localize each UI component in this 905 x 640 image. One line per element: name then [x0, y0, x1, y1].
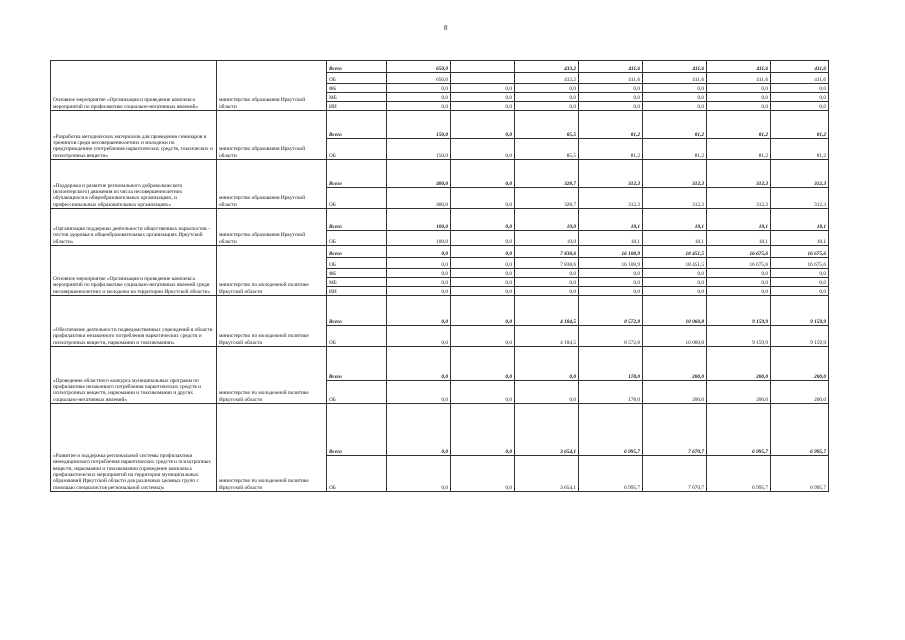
funding-value: 0,0 — [707, 93, 771, 102]
funding-value: 16 675,6 — [707, 246, 771, 258]
activity-name: «Обеспечение деятельности подведомственных учреждений в области профилактики незаконного потребления наркотических средств и психотропных веществ, наркомании и токсикомании» — [51, 296, 217, 347]
funding-value: 0,0 — [387, 246, 451, 258]
funding-value: 0,0 — [451, 188, 515, 209]
funding-value: 0,0 — [579, 102, 643, 111]
funding-value: 81,2 — [643, 139, 707, 160]
funding-value: 0,0 — [451, 102, 515, 111]
funding-value: 0,0 — [451, 326, 515, 347]
funding-value: 7 670,7 — [643, 456, 707, 492]
activity-name: Основное мероприятие «Организация и проведение комплекса мероприятий по профилактике социально-негативных явлений» — [51, 61, 217, 111]
funding-value: 16 108,9 — [579, 246, 643, 258]
table-row — [51, 111, 829, 139]
funding-value: 16 675,6 — [771, 246, 829, 258]
funding-value: 0,0 — [387, 93, 451, 102]
table-row — [51, 209, 829, 231]
responsible-executor: министерство образования Иркутской области — [217, 160, 327, 209]
funding-value: 433,2 — [515, 61, 579, 73]
funding-value: 0,0 — [707, 102, 771, 111]
funding-value: 6 995,7 — [579, 456, 643, 492]
table-row — [51, 296, 829, 326]
funding-source: ОБ — [327, 456, 387, 492]
funding-value: 0,0 — [451, 84, 515, 93]
funding-value: 312,3 — [771, 160, 829, 188]
funding-value: 0,0 — [451, 160, 515, 188]
funding-value: 650,0 — [387, 73, 451, 84]
funding-value: 81,2 — [579, 111, 643, 139]
funding-table — [50, 60, 829, 492]
funding-value: 0,0 — [387, 287, 451, 296]
funding-value: 18,1 — [643, 209, 707, 231]
funding-value: 100,0 — [387, 231, 451, 246]
funding-source: ФБ — [327, 269, 387, 278]
funding-value: 0,0 — [707, 84, 771, 93]
funding-value: 0,0 — [515, 278, 579, 287]
funding-value: 0,0 — [451, 296, 515, 326]
funding-value: 312,3 — [707, 160, 771, 188]
funding-value: 18 451,5 — [643, 258, 707, 269]
funding-value: 0,0 — [643, 287, 707, 296]
funding-value: 0,0 — [451, 258, 515, 269]
funding-value: 0,0 — [771, 269, 829, 278]
funding-value: 200,0 — [771, 347, 829, 381]
funding-value: 18,1 — [771, 231, 829, 246]
funding-source: Всего — [327, 246, 387, 258]
funding-value: 81,2 — [707, 111, 771, 139]
funding-value: 0,0 — [451, 111, 515, 139]
funding-source: ИИ — [327, 102, 387, 111]
funding-value: 312,3 — [579, 188, 643, 209]
funding-value: 400,0 — [387, 160, 451, 188]
funding-value: 6 995,7 — [707, 404, 771, 456]
funding-value: 411,6 — [707, 61, 771, 73]
funding-value: 0,0 — [451, 139, 515, 160]
funding-value: 9 159,9 — [771, 326, 829, 347]
funding-value: 0,0 — [643, 93, 707, 102]
funding-value: 0,0 — [579, 287, 643, 296]
funding-value: 0,0 — [451, 209, 515, 231]
funding-value: 85,5 — [515, 111, 579, 139]
funding-source: Всего — [327, 209, 387, 231]
funding-value: 0,0 — [771, 278, 829, 287]
funding-value: 19,0 — [515, 209, 579, 231]
activity-name: «Поддержка и развитие регионального добровольческого (волонтерского) движения из числа несовершеннолетних обучающихся в общеобразовательных организациях, и профессиональных образовательных организациях» — [51, 160, 217, 209]
funding-value: 9 159,9 — [707, 326, 771, 347]
funding-value: 411,6 — [643, 73, 707, 84]
funding-value: 0,0 — [643, 84, 707, 93]
funding-value: 312,3 — [707, 188, 771, 209]
responsible-executor: министерство по молодежной политике Иркутской области — [217, 246, 327, 296]
funding-value: 0,0 — [451, 381, 515, 404]
funding-value: 7 838,6 — [515, 246, 579, 258]
funding-value: 411,6 — [771, 61, 829, 73]
funding-value: 18 451,5 — [643, 246, 707, 258]
funding-value: 0,0 — [387, 381, 451, 404]
funding-value: 8 572,8 — [579, 296, 643, 326]
funding-source: Всего — [327, 404, 387, 456]
table-row — [51, 61, 829, 73]
funding-value: 150,0 — [387, 111, 451, 139]
table-row — [51, 404, 829, 456]
funding-value: 0,0 — [451, 456, 515, 492]
funding-value: 0,0 — [707, 278, 771, 287]
funding-value: 85,5 — [515, 139, 579, 160]
funding-value: 0,0 — [771, 287, 829, 296]
funding-value: 10 060,8 — [643, 326, 707, 347]
funding-value: 312,3 — [771, 188, 829, 209]
funding-value: 0,0 — [451, 347, 515, 381]
funding-value — [451, 61, 515, 73]
activity-name: «Проведение областного конкурса муниципальных программ по профилактике незаконного потребления наркотических средств и психотропных веществ, наркомании и токсикомании и других социально-негативных явлений» — [51, 347, 217, 404]
funding-value: 18,1 — [643, 231, 707, 246]
funding-value: 0,0 — [515, 102, 579, 111]
funding-value: 0,0 — [771, 93, 829, 102]
funding-value: 0,0 — [387, 296, 451, 326]
funding-value: 6 995,7 — [771, 456, 829, 492]
funding-value: 16 675,6 — [707, 258, 771, 269]
funding-value: 0,0 — [771, 84, 829, 93]
funding-value: 6 995,7 — [771, 404, 829, 456]
funding-value: 81,2 — [707, 139, 771, 160]
funding-source: Всего — [327, 111, 387, 139]
funding-value: 650,0 — [387, 61, 451, 73]
funding-value: 0,0 — [579, 93, 643, 102]
funding-value: 10 060,8 — [643, 296, 707, 326]
responsible-executor: министерство по молодежной политике Иркутской области — [217, 404, 327, 492]
funding-value: 200,0 — [643, 347, 707, 381]
funding-source: ФБ — [327, 84, 387, 93]
funding-value: 0,0 — [451, 93, 515, 102]
funding-source: ОБ — [327, 188, 387, 209]
funding-value: 19,0 — [515, 231, 579, 246]
funding-value: 0,0 — [451, 246, 515, 258]
funding-value: 0,0 — [387, 404, 451, 456]
funding-value: 0,0 — [515, 84, 579, 93]
funding-value: 6 995,7 — [707, 456, 771, 492]
funding-source: ОБ — [327, 231, 387, 246]
table-row — [51, 347, 829, 381]
funding-value: 100,0 — [387, 209, 451, 231]
funding-value: 81,2 — [643, 111, 707, 139]
responsible-executor: министерство образования Иркутской области — [217, 61, 327, 111]
funding-value: 7 838,6 — [515, 258, 579, 269]
funding-value: 0,0 — [643, 102, 707, 111]
funding-value: 0,0 — [579, 84, 643, 93]
funding-value: 0,0 — [387, 456, 451, 492]
funding-value: 18,1 — [579, 209, 643, 231]
funding-value: 433,2 — [515, 73, 579, 84]
funding-value: 312,3 — [579, 160, 643, 188]
funding-value: 150,0 — [387, 139, 451, 160]
funding-value: 0,0 — [451, 269, 515, 278]
funding-value: 0,0 — [771, 102, 829, 111]
table-row — [51, 160, 829, 188]
funding-source: ОБ — [327, 381, 387, 404]
page-number: 8 — [444, 24, 448, 32]
funding-value: 9 159,9 — [771, 296, 829, 326]
activity-name: «Развитие и поддержка региональной системы профилактики немедицинского потребления наркотических средств и психотропных веществ, наркомании и токсикомании (проведение комплекса профилактических мероприятий на территории муниципальных образований Иркутской области для различных целевых групп с помощью специалистов региональной системы)» — [51, 404, 217, 492]
funding-value: 200,0 — [707, 347, 771, 381]
funding-value: 0,0 — [387, 269, 451, 278]
funding-value: 411,6 — [643, 61, 707, 73]
responsible-executor: министерство образования Иркутской области — [217, 209, 327, 246]
activity-name: Основное мероприятие «Организация и проведение комплекса мероприятий по профилактике социально-негативных явлений среди несовершеннолетних и молодежи на территории Иркутской области» — [51, 246, 217, 296]
funding-value: 16 108,9 — [579, 258, 643, 269]
funding-source: МБ — [327, 278, 387, 287]
funding-value: 81,2 — [771, 139, 829, 160]
funding-value: 0,0 — [515, 347, 579, 381]
funding-value: 0,0 — [387, 258, 451, 269]
funding-value: 3 654,1 — [515, 404, 579, 456]
funding-value: 0,0 — [451, 231, 515, 246]
funding-value: 81,2 — [579, 139, 643, 160]
funding-value: 411,6 — [579, 61, 643, 73]
table-row — [51, 246, 829, 258]
funding-value: 6 995,7 — [579, 404, 643, 456]
funding-source: Всего — [327, 61, 387, 73]
funding-value: 0,0 — [515, 287, 579, 296]
funding-value: 81,2 — [771, 111, 829, 139]
funding-value: 0,0 — [579, 278, 643, 287]
funding-value: 328,7 — [515, 160, 579, 188]
funding-value: 0,0 — [387, 326, 451, 347]
funding-value: 0,0 — [387, 347, 451, 381]
responsible-executor: министерство по молодежной политике Иркутской области — [217, 296, 327, 347]
funding-value: 0,0 — [707, 269, 771, 278]
funding-value: 0,0 — [387, 84, 451, 93]
funding-value: 0,0 — [451, 278, 515, 287]
funding-value: 312,3 — [643, 188, 707, 209]
funding-value: 200,0 — [707, 381, 771, 404]
activity-name: «Разработка методических материалов для проведения семинаров и тренингов среди несовершеннолетних и молодежи по предупреждению употребления наркотических средств, токсических и психотропных веществ» — [51, 111, 217, 160]
activity-name: «Организация поддержки деятельности общественных наркопостов - постов здоровья в общеобразовательных организациях Иркутской области» — [51, 209, 217, 246]
funding-source: ИИ — [327, 287, 387, 296]
funding-value: 3 654,1 — [515, 456, 579, 492]
funding-value: 0,0 — [515, 269, 579, 278]
funding-value: 0,0 — [515, 381, 579, 404]
funding-value: 411,6 — [579, 73, 643, 84]
funding-source: Всего — [327, 347, 387, 381]
funding-source: Всего — [327, 160, 387, 188]
funding-value: 0,0 — [451, 404, 515, 456]
funding-value: 0,0 — [643, 278, 707, 287]
funding-value: 0,0 — [387, 278, 451, 287]
funding-value: 18,1 — [707, 231, 771, 246]
funding-value: 200,0 — [771, 381, 829, 404]
responsible-executor: министерство по молодежной политике Иркутской области — [217, 347, 327, 404]
funding-value: 200,0 — [643, 381, 707, 404]
funding-value: 4 184,5 — [515, 326, 579, 347]
funding-source: ОБ — [327, 73, 387, 84]
funding-value — [451, 73, 515, 84]
funding-value: 178,0 — [579, 347, 643, 381]
funding-value: 18,1 — [771, 209, 829, 231]
funding-value: 400,0 — [387, 188, 451, 209]
funding-source: ОБ — [327, 326, 387, 347]
funding-source: МБ — [327, 93, 387, 102]
funding-value: 9 159,9 — [707, 296, 771, 326]
funding-source: ОБ — [327, 139, 387, 160]
funding-value: 312,3 — [643, 160, 707, 188]
funding-value: 0,0 — [579, 269, 643, 278]
funding-value: 7 670,7 — [643, 404, 707, 456]
funding-value: 328,7 — [515, 188, 579, 209]
funding-value: 0,0 — [387, 102, 451, 111]
funding-value: 8 572,8 — [579, 326, 643, 347]
funding-value: 0,0 — [643, 269, 707, 278]
funding-value: 18,1 — [707, 209, 771, 231]
funding-value: 18,1 — [579, 231, 643, 246]
funding-value: 16 675,6 — [771, 258, 829, 269]
funding-value: 0,0 — [707, 287, 771, 296]
funding-value: 411,6 — [707, 73, 771, 84]
funding-value: 0,0 — [515, 93, 579, 102]
funding-value: 4 184,5 — [515, 296, 579, 326]
responsible-executor: министерство образования Иркутской области — [217, 111, 327, 160]
funding-value: 411,6 — [771, 73, 829, 84]
funding-value: 0,0 — [451, 287, 515, 296]
funding-source: ОБ — [327, 258, 387, 269]
funding-value: 178,0 — [579, 381, 643, 404]
funding-source: Всего — [327, 296, 387, 326]
